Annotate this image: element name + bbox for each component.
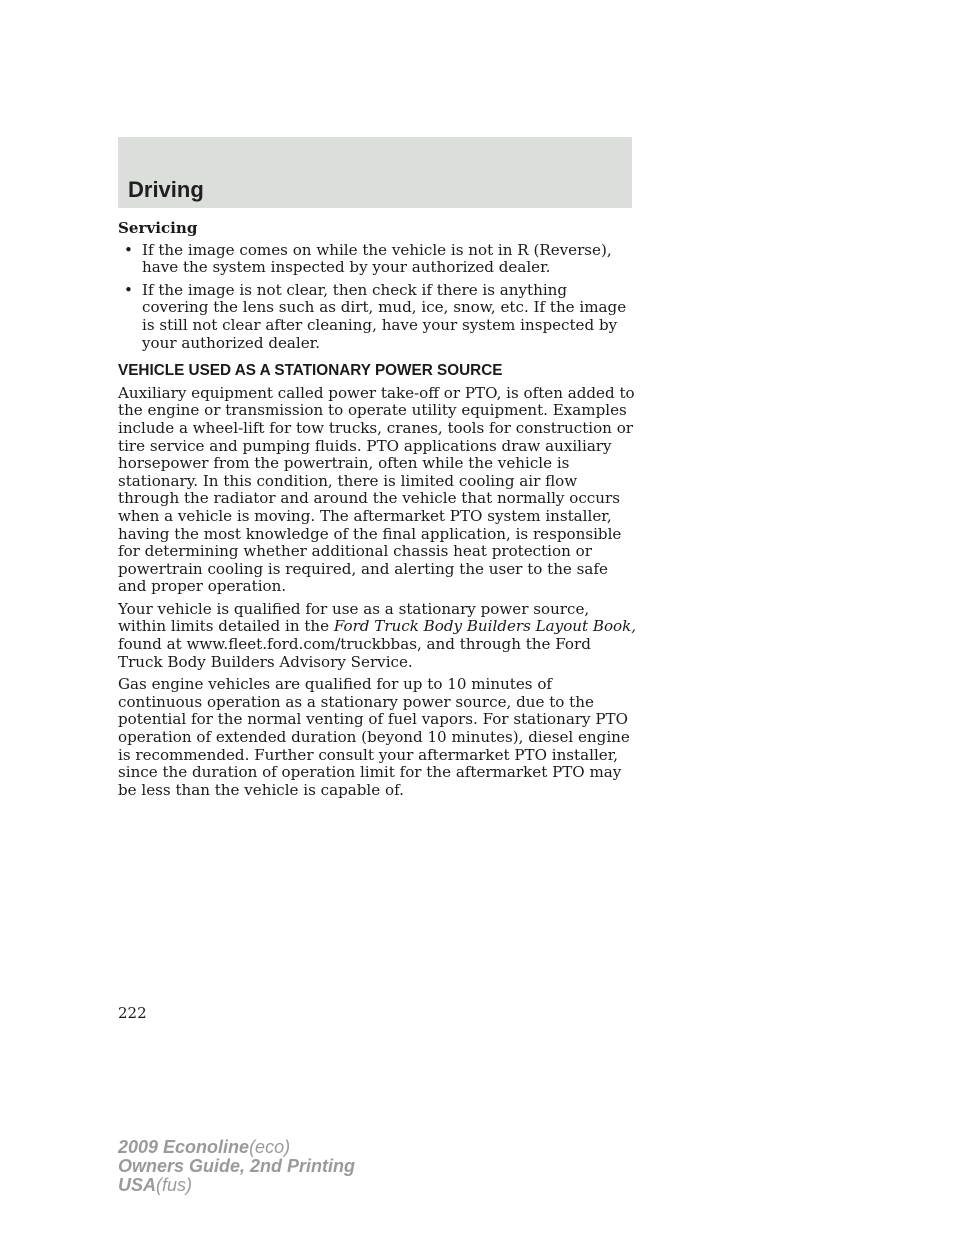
footer-market-code: (fus) [156, 1175, 193, 1195]
paragraph-text: Your vehicle is qualified for use as a stationary power source, within limits detailed in the [118, 599, 590, 636]
list-item-text: If the image is not clear, then check if there is anything covering the lens such as dirt, mud, ice, snow, etc. If the image is still not clear after cleaning, have your system inspected by your authorized dealer. [142, 280, 627, 352]
section-heading: VEHICLE USED AS A STATIONARY POWER SOURCE [118, 362, 503, 380]
bullet-icon: • [124, 280, 133, 299]
section-title: Driving [128, 177, 204, 202]
servicing-subheading: Servicing [118, 219, 198, 237]
book-title: Ford Truck Body Builders Layout Book, [333, 617, 637, 636]
footer-model-code: (eco) [249, 1137, 291, 1157]
footer-line-market [118, 1176, 355, 1195]
list-item [118, 242, 638, 277]
paragraph-pto: Auxiliary equipment called power take-off or PTO, is often added to the engine or transmission to operate utility equipment. Examples include a wheel-lift for tow trucks, cranes, tools for construction or tire service and pumping fluids. PTO applications draw auxiliary horsepower from the powertrain, often while the vehicle is stationary. In this condition, there is limited cooling air flow through the radiator and around the vehicle that normally occurs when a vehicle is moving. The aftermarket PTO system installer, having the most knowledge of the final application, is responsible for determining whether additional chassis heat protection or powertrain cooling is required, and alerting the user to the safe and proper operation. [118, 383, 635, 596]
document-footer [118, 1138, 355, 1195]
list-item-text: If the image comes on while the vehicle is not in R (Reverse), have the system inspected by your authorized dealer. [142, 240, 612, 277]
footer-market: USA [118, 1175, 157, 1195]
page-number: 222 [118, 1004, 147, 1022]
footer-model: 2009 Econoline [118, 1137, 250, 1157]
paragraph-gas-engine: Gas engine vehicles are qualified for up to 10 minutes of continuous operation as a stationary power source, due to the potential for the normal venting of fuel vapors. For stationary PTO operation of extended duration (beyond 10 minutes), diesel engine is recommended. Further consult your aftermarket PTO installer, since the duration of operation limit for the aftermarket PTO may be less than the vehicle is capable of. [118, 675, 630, 799]
page-content [118, 220, 638, 804]
paragraph-qualification [118, 601, 638, 671]
bullet-icon: • [124, 240, 133, 259]
paragraph-text: found at www.fleet.ford.com/truckbbas, and through the Ford Truck Body Builders Advisory Service. [118, 635, 591, 671]
footer-line-printing [118, 1157, 355, 1176]
section-header-band [118, 137, 632, 208]
footer-line-model [118, 1138, 355, 1157]
footer-printing: Owners Guide, 2nd Printing [118, 1156, 356, 1176]
list-item [118, 282, 638, 352]
